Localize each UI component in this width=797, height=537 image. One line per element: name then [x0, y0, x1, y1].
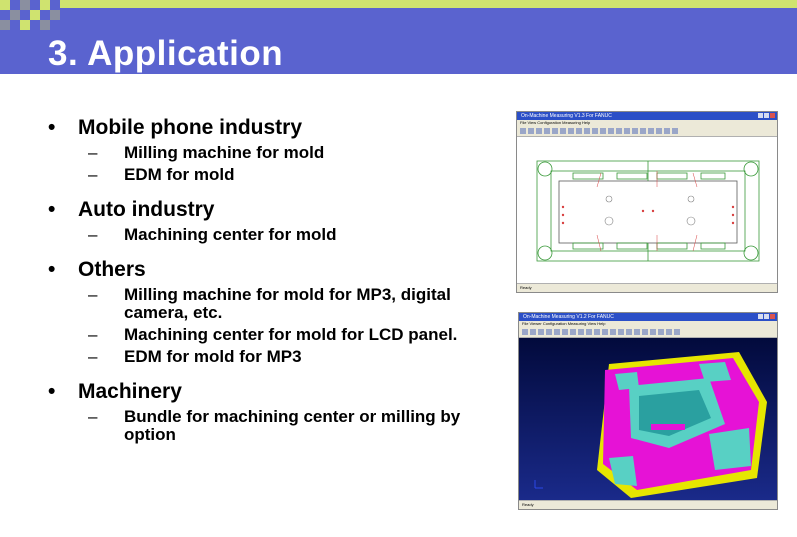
section-label: Auto industry: [78, 198, 215, 221]
window-menubar: File View Configuration Measuring Help: [517, 120, 777, 126]
sub-item: – Bundle for machining center or milling by option: [88, 407, 461, 444]
window-titlebar: On-Machine Measuring V1.2 For FANUC: [519, 313, 777, 321]
sub-item: – Machining center for mold: [88, 225, 337, 244]
window-statusbar: Ready: [517, 283, 777, 292]
window-toolbar: [519, 327, 777, 338]
window-statusbar: Ready: [519, 500, 777, 509]
sub-item: – EDM for mold for MP3: [88, 347, 302, 366]
bullet-dot: •: [48, 116, 56, 139]
section-label: Mobile phone industry: [78, 116, 302, 139]
sub-item: – Milling machine for mold for MP3, digital camera, etc.: [88, 285, 451, 322]
section-label: Others: [78, 258, 146, 281]
bullet-section: [48, 258, 488, 366]
section-label: Machinery: [78, 380, 182, 403]
bullet-dot: •: [48, 198, 56, 221]
bullet-dot: •: [48, 380, 56, 403]
sub-item: – EDM for mold: [88, 165, 235, 184]
bullet-section: [48, 198, 488, 244]
bullet-section: [48, 116, 488, 184]
checker-decoration: [0, 0, 60, 36]
window-controls: [758, 314, 775, 319]
screenshot-2d-drawing: [516, 111, 778, 293]
window-toolbar: [517, 126, 777, 137]
sub-item: – Milling machine for mold: [88, 143, 325, 162]
screenshot-3d-render: [518, 312, 778, 510]
window-titlebar: On-Machine Measuring V1.3 For FANUC: [517, 112, 777, 120]
bullet-section: [48, 380, 488, 444]
window-menubar: File Viewer Configuration Measuring View Help: [519, 321, 777, 327]
part-drawing: [517, 137, 777, 284]
slide-title: 3. Application: [48, 34, 284, 73]
accent-stripe: [60, 0, 797, 8]
bullet-dot: •: [48, 258, 56, 281]
window-controls: [758, 113, 775, 118]
sub-item: – Machining center for mold for LCD panel.: [88, 325, 458, 344]
mold-render: [519, 338, 777, 501]
bullet-list: [48, 116, 488, 458]
